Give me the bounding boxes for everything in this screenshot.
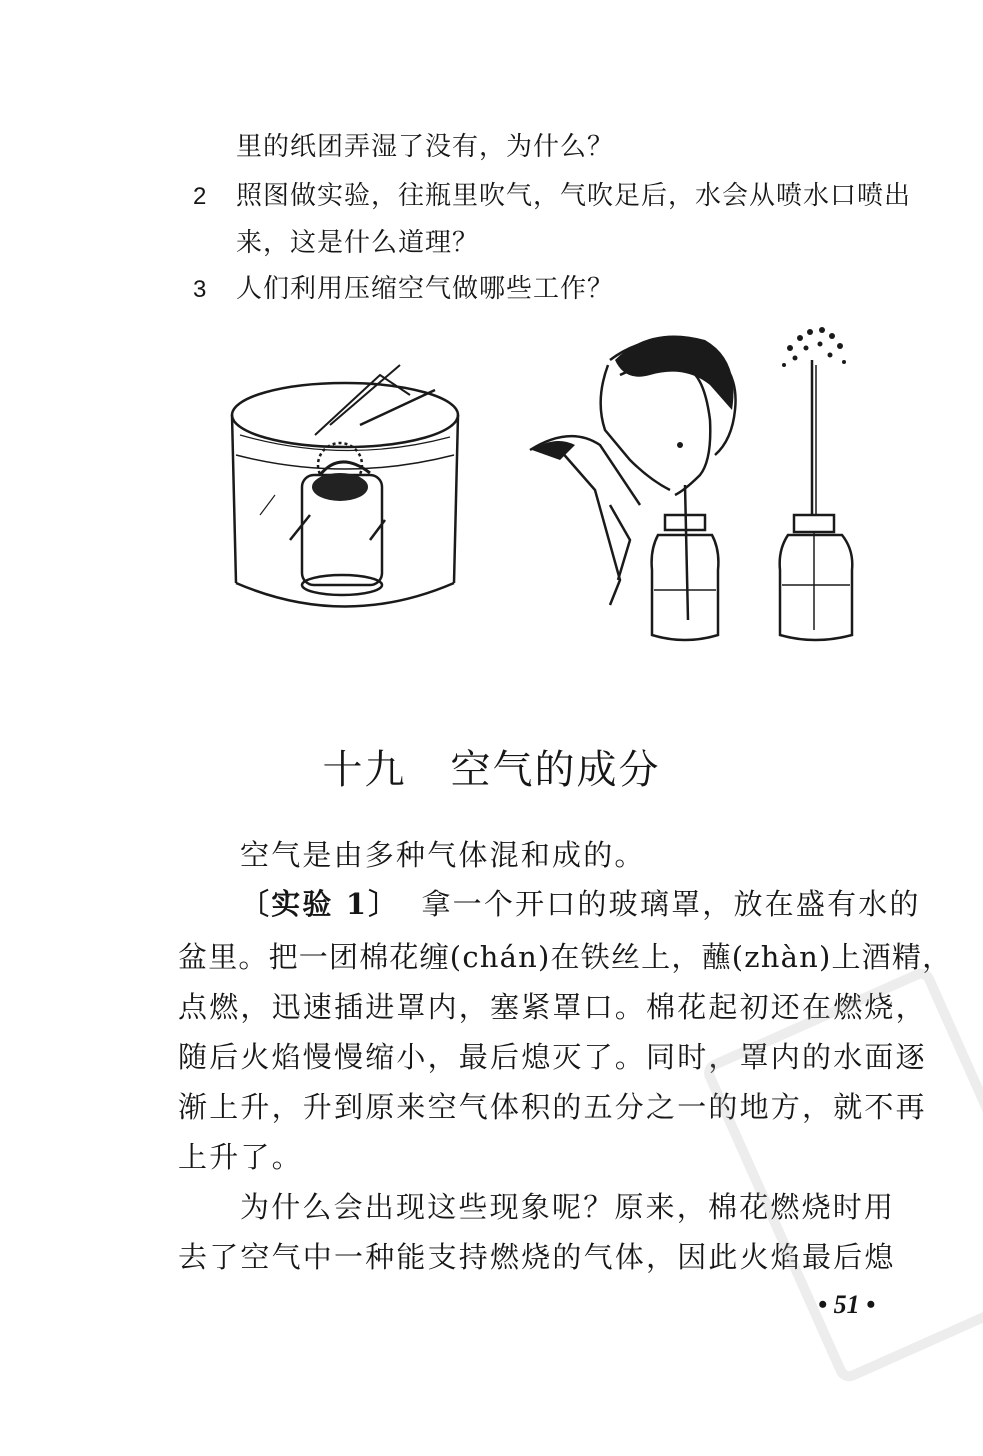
- question-1-continuation: 里的纸团弄湿了没有，为什么？: [236, 132, 615, 162]
- question-3-text: 人们利用压缩空气做哪些工作？: [236, 274, 615, 304]
- paragraph-2-line-2: 去了空气中一种能支持燃烧的气体，因此火焰最后熄: [178, 1240, 896, 1274]
- watermark-stamp: [700, 964, 983, 1385]
- section-number: 十九: [322, 747, 407, 793]
- question-2-line-1: 照图做实验，往瓶里吹气，气吹足后，水会从喷水口喷出: [236, 181, 912, 211]
- question-3-number: 3: [193, 276, 207, 303]
- experiment-1-line-2: 盆里。把一团棉花缠(chán)在铁丝上，蘸(zhàn)上酒精，: [178, 940, 953, 974]
- paragraph-2-line-1: 为什么会出现这些现象呢？原来，棉花燃烧时用: [240, 1190, 896, 1224]
- experiment-1-line-1: [240, 887, 921, 921]
- experiment-1-line-1-text: 拿一个开口的玻璃罩，放在盛有水的: [421, 887, 921, 921]
- fountain-bottle-illustration: [770, 320, 860, 650]
- glass-jar-illustration: [220, 355, 470, 625]
- experiment-1-line-3: 点燃，迅速插进罩内，塞紧罩口。棉花起初还在燃烧，: [178, 990, 927, 1024]
- boy-blowing-bottle-illustration: [500, 320, 750, 650]
- section-title-text: 空气的成分: [450, 747, 661, 793]
- section-title: [0, 738, 983, 795]
- experiment-1-line-6: 上升了。: [178, 1140, 303, 1174]
- question-2-line-2: 来，这是什么道理？: [236, 228, 480, 258]
- intro-line: 空气是由多种气体混和成的。: [240, 838, 646, 872]
- question-2-number: 2: [193, 183, 207, 210]
- experiment-1-line-5: 渐上升，升到原来空气体积的五分之一的地方，就不再: [178, 1090, 927, 1124]
- experiment-1-line-4: 随后火焰慢慢缩小，最后熄灭了。同时，罩内的水面逐: [178, 1040, 927, 1074]
- page-number: • 51 •: [818, 1290, 876, 1319]
- experiment-label: 〔实验 1〕: [240, 887, 400, 921]
